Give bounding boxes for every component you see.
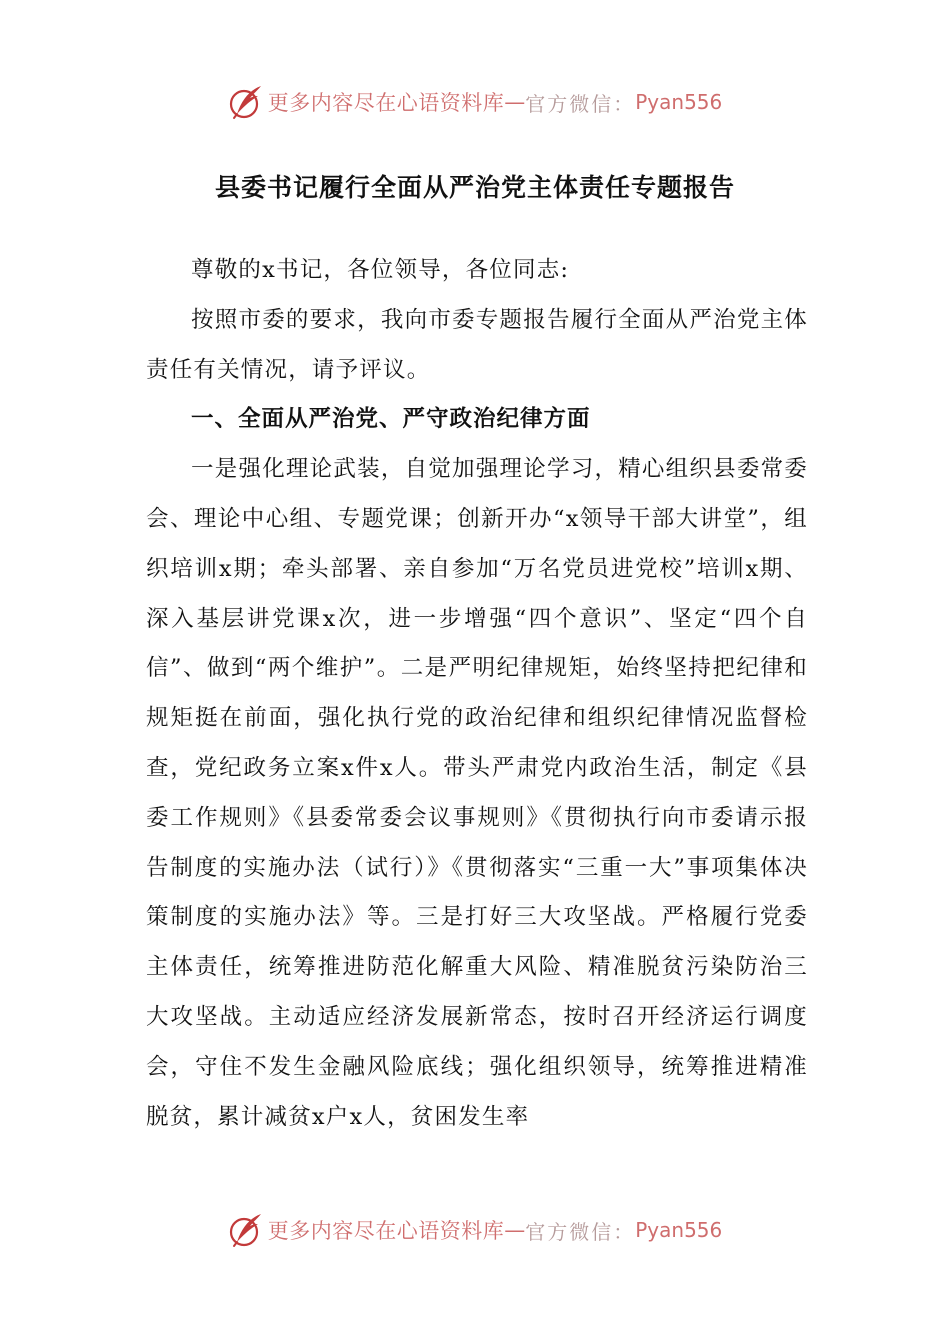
section-paragraph-1: 一是强化理论武装，自觉加强理论学习，精心组织县委常委会、理论中心组、专题党课；创新开办“x领导干部大讲堂”，组织培训x期；牵头部署、亲自参加“万名党员进党校”培训x期、深入基层讲党课x次，进一步增强“四个意识”、坚定“四个自信”、做到“两个维护”。二是严明纪律规矩，始终坚持把纪律和规矩挺在前面，强化执行党的政治纪律和组织纪律情况监督检查，党纪政务立案x件x人。带头严肃党内政治生活，制定《县委工作规则》《县委常委会议事规则》《贯彻执行向市委请示报告制度的实施办法（试行）》《贯彻落实“三重一大”事项集体决策制度的实施办法》等。三是打好三大攻坚战。严格履行党委主体责任，统筹推进防范化解重大风险、精准脱贫污染防治三大攻坚战。主动适应经济发展新常态，按时召开经济运行调度会，守住不发生金融风险底线；强化组织领导，统筹推进精准脱贫，累计减贫x户x人，贫困发生率: [146, 456, 808, 1130]
document-body: [146, 246, 808, 1142]
intro-paragraph: 按照市委的要求，我向市委专题报告履行全面从严治党主体责任有关情况，请予评议。: [146, 306, 808, 383]
quill-logo-icon: [228, 84, 264, 120]
document-title: 县委书记履行全面从严治党主体责任专题报告: [214, 173, 735, 202]
watermark-banner-bottom: [0, 1208, 950, 1252]
salutation: 尊敬的x书记，各位领导，各位同志:: [191, 257, 570, 283]
watermark-wechat-id: Pyan556: [635, 1218, 723, 1242]
watermark-wechat-label: 官方微信：: [525, 91, 636, 116]
section-heading-1: 一、全面从严治党、严守政治纪律方面: [191, 406, 591, 433]
watermark-separator: —: [504, 1218, 526, 1242]
watermark-wechat-label: 官方微信：: [525, 1219, 636, 1244]
watermark-separator: —: [504, 90, 526, 114]
watermark-wechat-id: Pyan556: [635, 90, 723, 114]
quill-logo-icon: [228, 1212, 264, 1248]
watermark-text: 更多内容尽在心语资料库: [267, 91, 505, 115]
watermark-text: 更多内容尽在心语资料库: [267, 1219, 505, 1243]
watermark-banner-top: [0, 80, 950, 124]
